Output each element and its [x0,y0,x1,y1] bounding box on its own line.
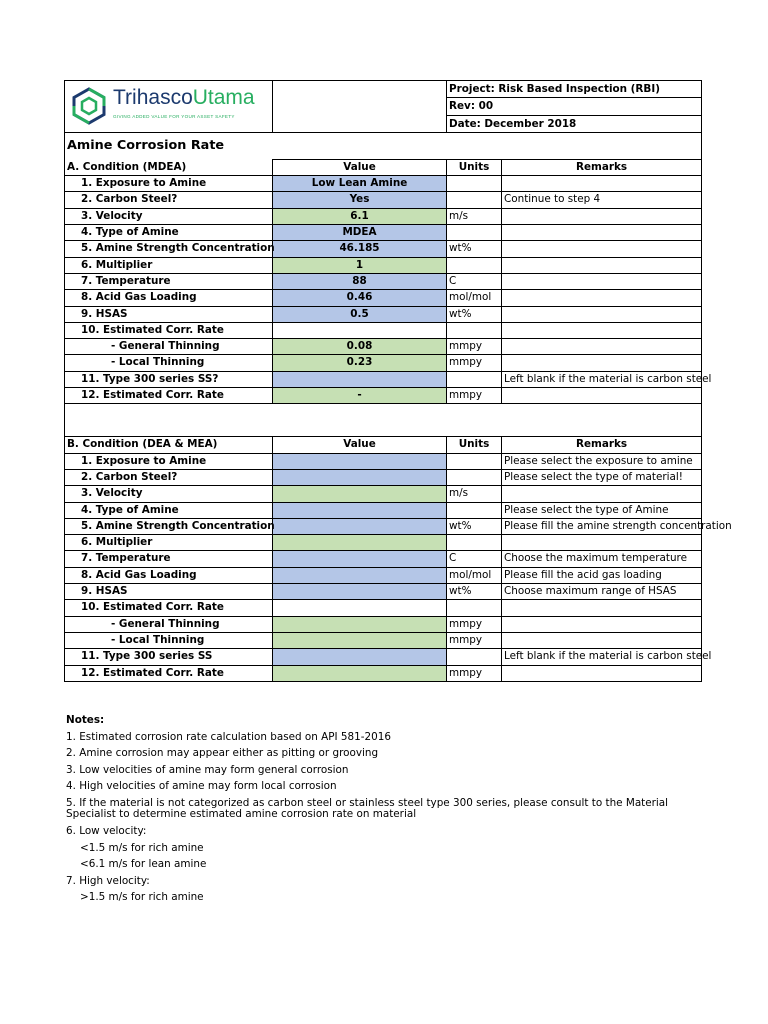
section_b-row [65,584,702,600]
brand-name-part1: Trihasco [113,86,193,110]
note-1: 1. Estimated corrosion rate calculation based on API 581-2016 [66,730,391,743]
units-cell: mol/mol [447,290,502,306]
section_b-row [65,518,702,534]
param-label: - Local Thinning [65,632,273,648]
remarks-cell [502,486,702,502]
param-label: 1. Exposure to Amine [65,176,273,192]
remarks-cell [502,306,702,322]
note-7-rich: >1.5 m/s for rich amine [80,891,204,904]
remarks-cell: Continue to step 4 [502,192,702,208]
section_a-row [65,355,702,371]
units-cell [447,649,502,665]
section_a-row [65,306,702,322]
remarks-cell [502,241,702,257]
remarks-cell [502,600,702,616]
section_b-row [65,486,702,502]
input-value-cell[interactable] [273,584,447,600]
section_b-row [65,665,702,681]
section_b-row [65,502,702,518]
section_a-row [65,273,702,289]
input-value-cell[interactable] [273,551,447,567]
section_a-row [65,322,702,338]
remarks-cell: Choose maximum range of HSAS [502,584,702,600]
note-6-lean: <6.1 m/s for lean amine [80,858,207,871]
note-7: 7. High velocity: [66,874,150,887]
remarks-cell: Please fill the amine strength concentration [502,518,702,534]
input-value-cell[interactable]: 88 [273,273,447,289]
param-label: 2. Carbon Steel? [65,469,273,485]
remarks-cell [502,355,702,371]
section_a-row [65,225,702,241]
units-cell [447,322,502,338]
input-value-cell[interactable] [273,649,447,665]
param-label: 11. Type 300 series SS [65,649,273,665]
section_a-row [65,176,702,192]
param-label: 10. Estimated Corr. Rate [65,322,273,338]
param-label: - General Thinning [65,339,273,355]
units-cell [447,453,502,469]
units-cell: wt% [447,518,502,534]
param-label: 12. Estimated Corr. Rate [65,388,273,404]
param-label: - Local Thinning [65,355,273,371]
remarks-cell [502,257,702,273]
remarks-cell [502,225,702,241]
param-label: 8. Acid Gas Loading [65,290,273,306]
param-label: - General Thinning [65,616,273,632]
remarks-cell: Please select the type of Amine [502,502,702,518]
remarks-cell [502,616,702,632]
section-b-col-remarks: Remarks [502,437,702,453]
section_b-row [65,649,702,665]
section_b-row [65,453,702,469]
param-label: 7. Temperature [65,273,273,289]
input-value-cell[interactable]: Low Lean Amine [273,176,447,192]
units-cell: mol/mol [447,567,502,583]
units-cell [447,502,502,518]
param-label: 7. Temperature [65,551,273,567]
input-value-cell[interactable] [273,567,447,583]
units-cell: mmpy [447,388,502,404]
param-label: 12. Estimated Corr. Rate [65,665,273,681]
calc-value-cell [273,322,447,338]
calc-value-cell: 1 [273,257,447,273]
blank-header-cell [273,81,447,133]
input-value-cell[interactable] [273,469,447,485]
param-label: 6. Multiplier [65,257,273,273]
units-cell: wt% [447,584,502,600]
section-b-heading: B. Condition (DEA & MEA) [65,437,273,453]
section-b-col-value: Value [273,437,447,453]
brand-tagline: GIVING ADDED VALUE FOR YOUR ASSET SAFETY [113,114,235,120]
units-cell: mmpy [447,355,502,371]
param-label: 5. Amine Strength Concentration [65,518,273,534]
param-label: 11. Type 300 series SS? [65,371,273,387]
param-label: 5. Amine Strength Concentration [65,241,273,257]
param-label: 1. Exposure to Amine [65,453,273,469]
section_a-row [65,241,702,257]
notes-block [66,712,706,906]
input-value-cell[interactable] [273,502,447,518]
note-6: 6. Low velocity: [66,824,147,837]
section_a-row [65,339,702,355]
company-logo [65,82,272,131]
units-cell [447,192,502,208]
param-label: 2. Carbon Steel? [65,192,273,208]
input-value-cell[interactable] [273,518,447,534]
note-6-rich: <1.5 m/s for rich amine [80,841,204,854]
units-cell: C [447,551,502,567]
date-cell[interactable]: Date: December 2018 [447,115,702,132]
section_a-row [65,371,702,387]
calc-value-cell: 0.08 [273,339,447,355]
remarks-cell [502,339,702,355]
remarks-cell [502,632,702,648]
remarks-cell: Please fill the acid gas loading [502,567,702,583]
param-label: 4. Type of Amine [65,502,273,518]
units-cell: wt% [447,241,502,257]
section-a-heading: A. Condition (MDEA) [65,159,273,175]
units-cell: mmpy [447,665,502,681]
remarks-cell: Left blank if the material is carbon steel [502,649,702,665]
section-a-col-value: Value [273,159,447,175]
units-cell [447,371,502,387]
section_a-row [65,257,702,273]
param-label: 4. Type of Amine [65,225,273,241]
remarks-cell: Choose the maximum temperature [502,551,702,567]
param-label: 9. HSAS [65,584,273,600]
calc-value-cell: - [273,388,447,404]
remarks-cell [502,535,702,551]
worksheet [64,80,732,682]
calc-value-cell: 6.1 [273,208,447,224]
input-value-cell[interactable] [273,371,447,387]
section_b-row [65,632,702,648]
param-label: 9. HSAS [65,306,273,322]
hexagon-logo-icon [69,86,109,126]
units-cell [447,176,502,192]
calc-value-cell [273,600,447,616]
input-value-cell[interactable]: 0.46 [273,290,447,306]
units-cell: mmpy [447,632,502,648]
calc-value-cell [273,486,447,502]
input-value-cell[interactable]: MDEA [273,225,447,241]
note-2: 2. Amine corrosion may appear either as pitting or grooving [66,747,379,760]
calc-value-cell [273,632,447,648]
param-label: 3. Velocity [65,208,273,224]
section_a-row [65,290,702,306]
section-a-col-units: Units [447,159,502,175]
section_b-row [65,469,702,485]
section_b-row [65,616,702,632]
units-cell [447,257,502,273]
logo-cell [65,81,273,133]
section_a-row [65,208,702,224]
rev-cell[interactable]: Rev: 00 [447,98,702,115]
units-cell [447,535,502,551]
units-cell: m/s [447,486,502,502]
input-value-cell[interactable]: Yes [273,192,447,208]
project-cell[interactable]: Project: Risk Based Inspection (RBI) [447,81,702,98]
remarks-cell [502,388,702,404]
sheet-title: Amine Corrosion Rate [65,132,702,159]
calc-value-cell: 0.23 [273,355,447,371]
section-a-col-remarks: Remarks [502,159,702,175]
remarks-cell: Please select the type of material! [502,469,702,485]
input-value-cell[interactable]: 46.185 [273,241,447,257]
input-value-cell[interactable] [273,453,447,469]
units-cell: m/s [447,208,502,224]
remarks-cell [502,322,702,338]
units-cell: mmpy [447,339,502,355]
remarks-cell: Please select the exposure to amine [502,453,702,469]
notes-heading: Notes: [66,714,105,726]
section_b-row [65,551,702,567]
remarks-cell [502,290,702,306]
remarks-cell [502,273,702,289]
note-4: 4. High velocities of amine may form local corrosion [66,780,337,793]
section_a-row [65,192,702,208]
note-5: 5. If the material is not categorized as carbon steel or stainless steel type 300 series, please consult to the Material Specialist to determine estimated amine corrosion rate on material [66,796,669,820]
section_b-row [65,600,702,616]
calc-value-cell [273,665,447,681]
remarks-cell [502,176,702,192]
section_b-row [65,567,702,583]
section-gap [65,404,702,437]
brand-name-part2: Utama [192,86,255,110]
param-label: 8. Acid Gas Loading [65,567,273,583]
units-cell: wt% [447,306,502,322]
param-label: 6. Multiplier [65,535,273,551]
units-cell: C [447,273,502,289]
input-value-cell[interactable]: 0.5 [273,306,447,322]
units-cell [447,469,502,485]
rbi-table [64,80,732,682]
section_b-row [65,535,702,551]
note-3: 3. Low velocities of amine may form general corrosion [66,763,349,776]
units-cell: mmpy [447,616,502,632]
remarks-cell [502,208,702,224]
section_a-row [65,388,702,404]
remarks-cell [502,665,702,681]
calc-value-cell [273,535,447,551]
param-label: 10. Estimated Corr. Rate [65,600,273,616]
remarks-cell: Left blank if the material is carbon steel [502,371,702,387]
param-label: 3. Velocity [65,486,273,502]
calc-value-cell [273,616,447,632]
units-cell [447,600,502,616]
section-b-col-units: Units [447,437,502,453]
units-cell [447,225,502,241]
